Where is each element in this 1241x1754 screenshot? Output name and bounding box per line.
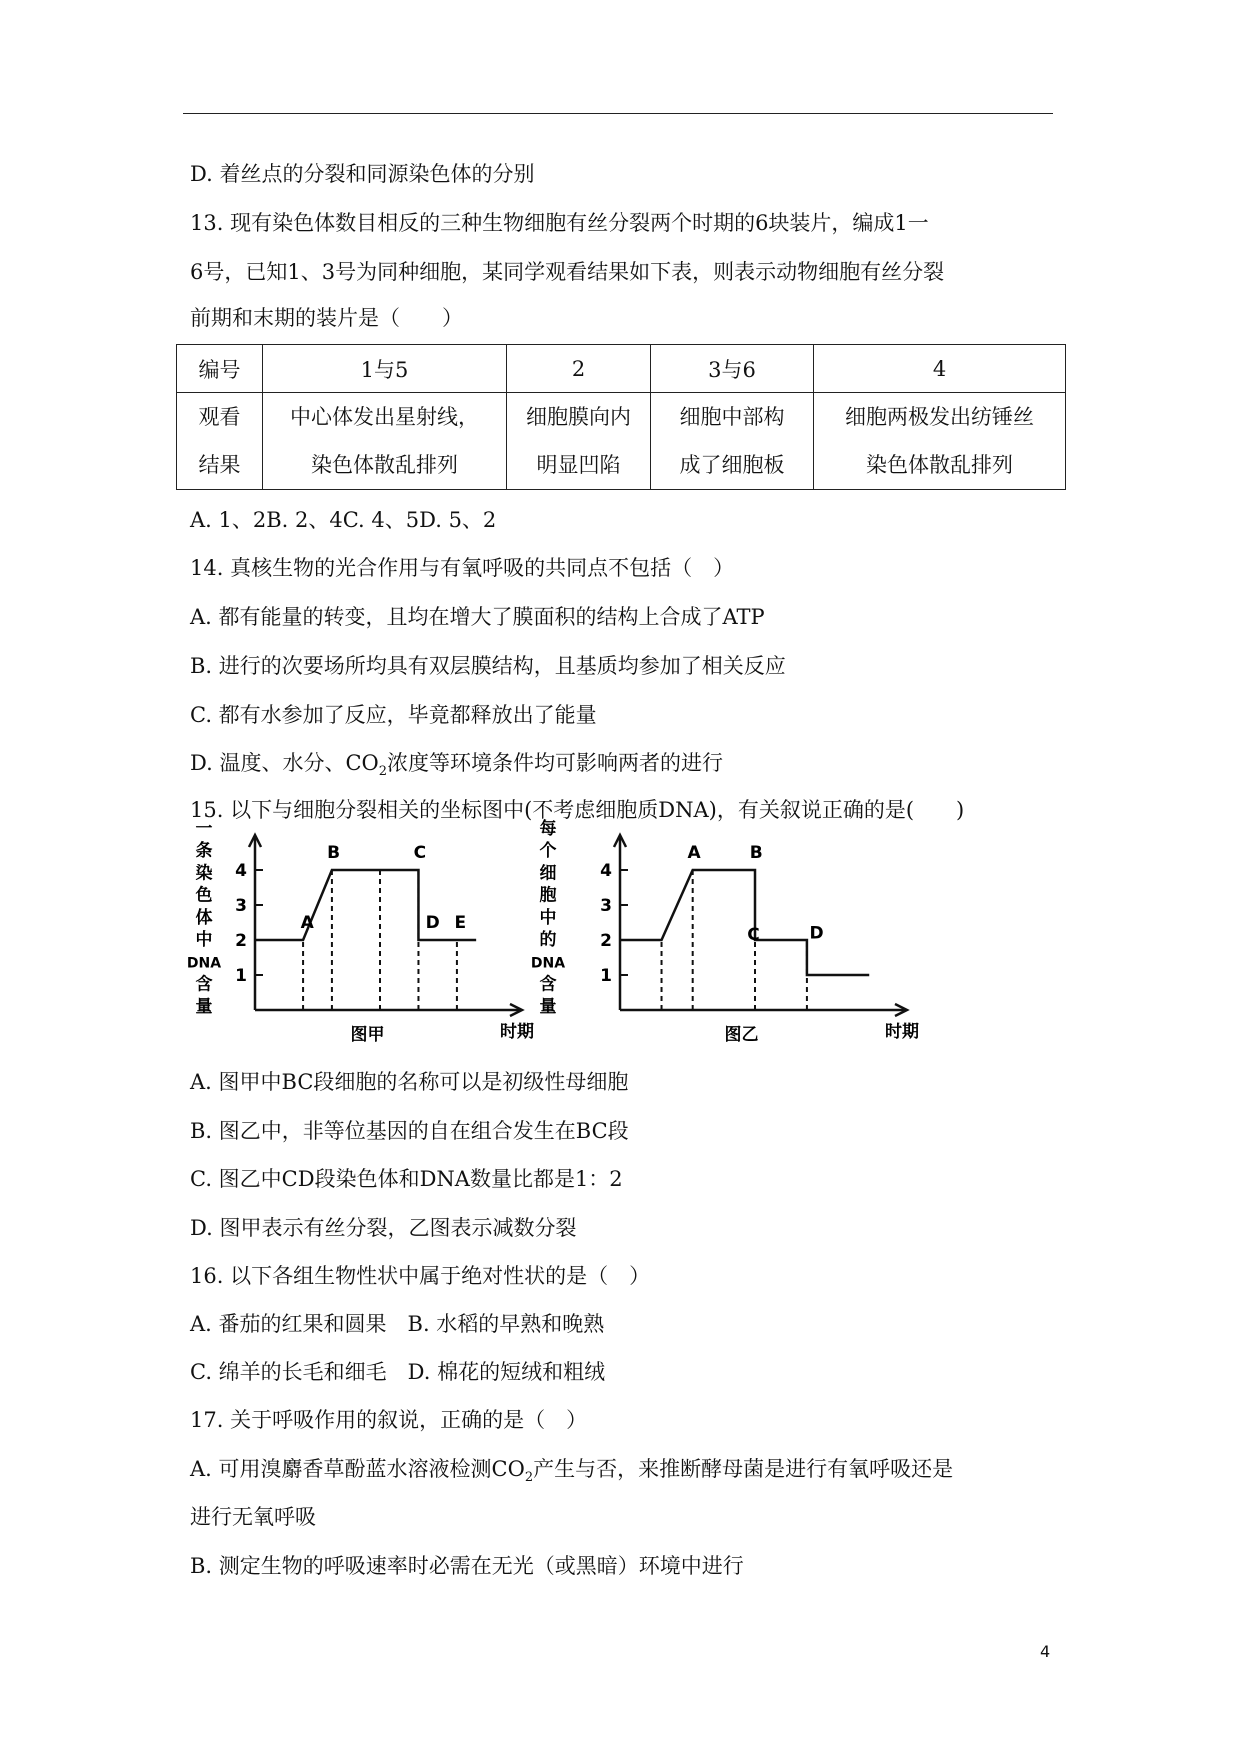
q13-stem-line-3: 前期和末期的装片是（ ） [190,306,463,330]
y-tick-label: 4 [235,861,247,881]
point-label: B [327,842,341,863]
q14-option-c: C. 都有水参加了反应，毕竟都释放出了能量 [190,703,597,727]
table-header-cell: 2 [507,345,651,393]
q15-option-d: D. 图甲表示有丝分裂，乙图表示减数分裂 [190,1216,577,1240]
q15-charts [180,812,920,1052]
y-axis-label: 量 [195,996,213,1017]
y-axis-label: 一 [195,819,213,839]
table-header-cell: 4 [814,345,1066,393]
y-axis-label: 条 [195,841,213,862]
y-axis-label: 个 [539,841,557,862]
x-axis-label: 时期 [885,1022,919,1042]
y-axis-label: 含 [195,974,213,995]
q13-stem-line-2: 6号，已知1、3号为同种细胞，某同学观看结果如下表，则表示动物细胞有丝分裂 [190,260,945,284]
point-label: B [749,842,763,863]
table-cell: 细胞中部构 成了细胞板 [651,393,814,490]
y-tick-label: 3 [235,896,247,916]
q14-option-a: A. 都有能量的转变，且均在增大了膜面积的结构上合成了ATP [190,605,765,629]
point-label: D [425,912,440,933]
table-row-label: 观看 结果 [177,393,263,490]
y-axis-label: DNA [530,955,566,972]
q15-option-b: B. 图乙中，非等位基因的自在组合发生在BC段 [190,1119,629,1143]
y-axis-label: 细 [539,863,557,884]
y-axis-label: 量 [539,996,557,1017]
point-label: D [809,923,824,944]
q17-option-a-line-2: 进行无氧呼吸 [190,1505,316,1529]
q14-stem: 14. 真核生物的光合作用与有氧呼吸的共同点不包括（ ） [190,556,735,580]
table-cell: 中心体发出星射线， 染色体散乱排列 [263,393,507,490]
x-axis-label: 时期 [500,1022,534,1042]
y-axis-label: 含 [539,974,557,995]
point-label: E [454,912,467,933]
y-tick-label: 2 [235,931,247,951]
table-header-cell: 1与5 [263,345,507,393]
table-row [177,393,1066,490]
table-header-cell: 编号 [177,345,263,393]
y-tick-label: 1 [600,966,612,986]
y-axis-label: 染 [195,863,213,884]
q14-option-b: B. 进行的次要场所均具有双层膜结构，且基质均参加了相关反应 [190,654,786,678]
y-axis-label: 胞 [539,885,557,906]
y-axis-label: 中 [195,930,213,951]
y-axis-label: 中 [539,907,557,928]
y-tick-label: 4 [600,861,612,881]
y-axis-label: 色 [195,885,213,906]
header-rule [183,113,1053,114]
q16-options-cd: C. 绵羊的长毛和细毛 D. 棉花的短绒和粗绒 [190,1360,606,1384]
y-axis-label: 的 [539,930,557,951]
series-line [255,870,476,940]
point-label: C [413,842,427,863]
y-tick-label: 2 [600,931,612,951]
q12-option-d: D. 着丝点的分裂和同源染色体的分别 [190,162,535,186]
table-header-cell: 3与6 [651,345,814,393]
chart-title: 图乙 [724,1025,759,1045]
q16-options-ab: A. 番茄的红果和圆果 B. 水稻的早熟和晚熟 [190,1312,605,1336]
series-line [620,870,869,975]
q16-stem: 16. 以下各组生物性状中属于绝对性状的是（ ） [190,1264,651,1288]
chart-title: 图甲 [350,1025,385,1045]
y-axis-label: DNA [186,955,222,972]
y-tick-label: 1 [235,966,247,986]
q15-stem: 15. 以下与细胞分裂相关的坐标图中(不考虑细胞质DNA)，有关叙说正确的是( ) [190,798,965,822]
q13-stem-line-1: 13. 现有染色体数目相反的三种生物细胞有丝分裂两个时期的6块装片，编成1一 [190,211,929,235]
q15-option-c: C. 图乙中CD段染色体和DNA数量比都是1：2 [190,1167,623,1191]
table-cell: 细胞膜向内 明显凹陷 [507,393,651,490]
table-header-row [177,345,1066,393]
q14-option-d: D. 温度、水分、$CO_2$浓度等环境条件均可影响两者的进行 [190,751,724,780]
y-axis-label: 体 [195,907,213,928]
page-number: 4 [1040,1642,1051,1661]
point-label: C [747,925,760,945]
q17-option-b: B. 测定生物的呼吸速率时必需在无光（或黑暗）环境中进行 [190,1554,744,1578]
point-label: A [300,912,314,933]
q17-option-a-line-1: A. 可用溴麝香草酚蓝水溶液检测$CO_2$产生与否，来推断酵母菌是进行有氧呼吸还是 [190,1457,954,1486]
y-tick-label: 3 [600,896,612,916]
y-axis-label: 每 [539,819,557,839]
q17-stem: 17. 关于呼吸作用的叙说，正确的是（ ） [190,1408,588,1432]
table-cell: 细胞两极发出纺锤丝 染色体散乱排列 [814,393,1066,490]
q15-option-a: A. 图甲中BC段细胞的名称可以是初级性母细胞 [190,1070,629,1094]
q15-figure [180,812,920,1056]
observation-table [176,344,1066,490]
q13-options: A. 1、2B. 2、4C. 4、5D. 5、2 [190,508,497,532]
point-label: A [687,842,701,863]
